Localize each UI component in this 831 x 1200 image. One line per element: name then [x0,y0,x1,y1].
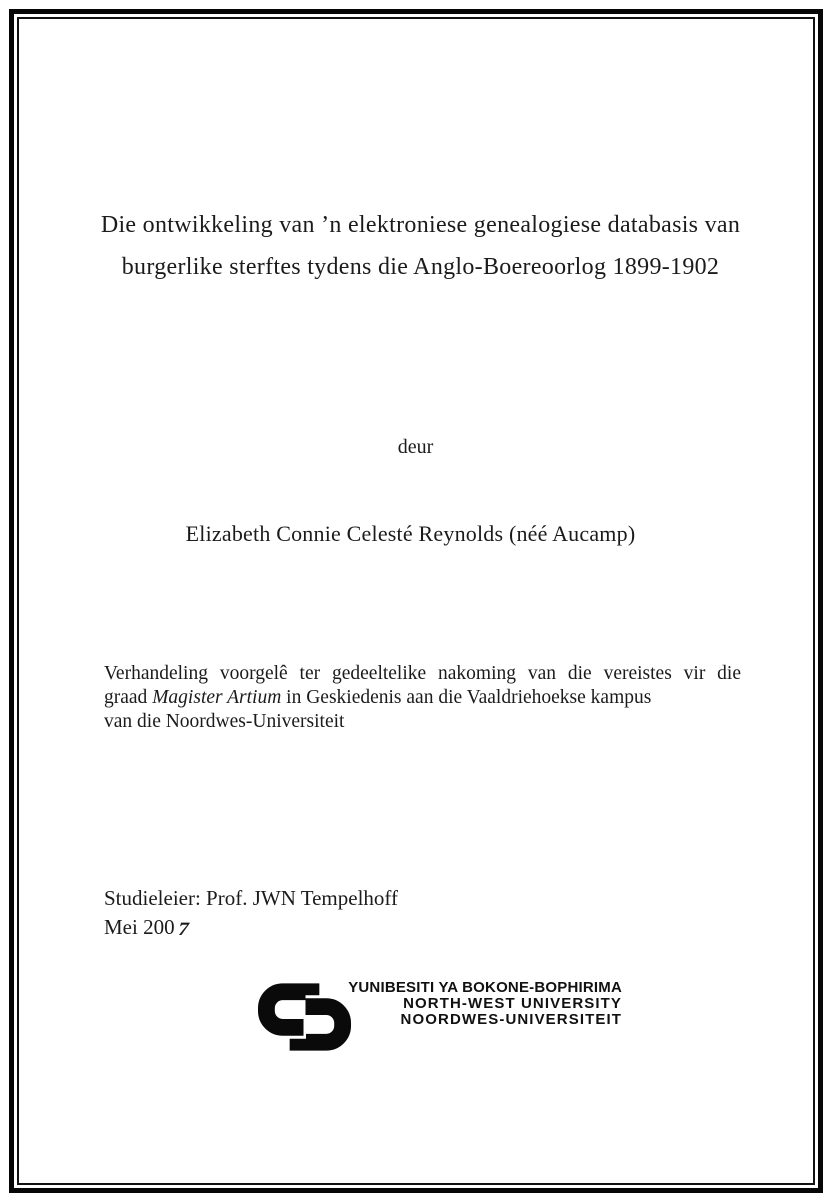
degree-statement-line-2-post: in Geskiedenis aan die Vaaldriehoekse kampus [281,687,652,708]
byline-preposition: deur [397,436,434,458]
degree-name-italic: Magister Artium [152,687,282,708]
supervisor-and-date [104,884,398,942]
thesis-title-line-2: burgerlike sterftes tydens die Anglo-Boereoorlog 1899-1902 [121,254,720,280]
degree-statement-line-2-pre: graad [104,687,153,708]
thesis-title [60,204,781,288]
university-logo [250,975,622,1055]
university-logo-wordmark [300,980,622,1027]
degree-statement [104,662,741,734]
date-last-digit: 7 [175,917,192,940]
logo-line-setswana: YUNIBESITI YA BOKONE-BOPHIRIMA [348,979,622,996]
author-name: Elizabeth Connie Celesté Reynolds (néé Aucamp) [185,521,636,546]
date-prefix: Mei 200 [104,915,175,939]
supervisor-line: Studieleier: Prof. JWN Tempelhoff [104,886,399,910]
logo-line-english: NORTH-WEST UNIVERSITY [403,994,622,1012]
degree-statement-line-1: Verhandeling voorgelê ter gedeeltelike nakoming van die vereistes vir die [104,663,741,684]
thesis-title-line-1: Die ontwikkeling van ’n elektroniese genealogiese databasis van [100,212,741,238]
logo-line-afrikaans: NOORDWES-UNIVERSITEIT [400,1010,622,1028]
date-line [104,913,398,942]
degree-statement-line-2 [104,686,741,710]
degree-statement-line-3: van die Noordwes-Universiteit [104,711,345,732]
